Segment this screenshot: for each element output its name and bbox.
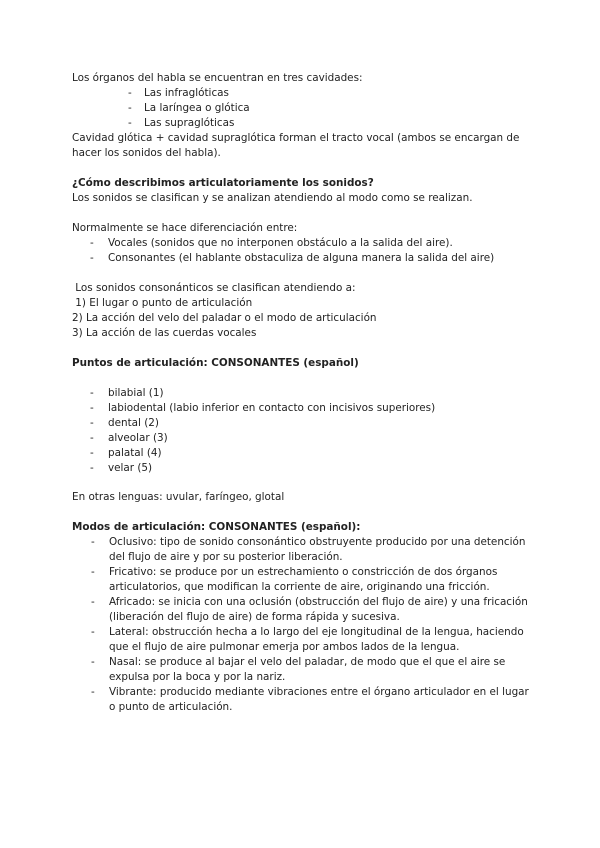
intro-line: Los órganos del habla se encuentran en tres cavidades: (72, 72, 363, 84)
points-list (72, 386, 532, 476)
list-item: - Nasal: se produce al bajar el velo del paladar, de modo que el que el aire se expulsa por la boca y por la nariz. (91, 656, 506, 683)
list-item: - Vocales (sonidos que no interponen obstáculo a la salida del aire). (90, 237, 453, 249)
list-item: - palatal (4) (90, 447, 162, 459)
points-section (72, 356, 532, 371)
list-item: - dental (2) (90, 417, 159, 429)
section-heading: Puntos de articulación: CONSONANTES (español) (72, 357, 359, 369)
list-item: - Fricativo: se produce por un estrechamiento o constricción de dos órganos articulatorios, que modifican la corriente de aire, originando una fricción. (91, 566, 498, 593)
classify-section (72, 281, 532, 341)
modes-section (72, 520, 532, 715)
list-item: - Lateral: obstrucción hecha a lo largo del eje longitudinal de la lengua, haciendo que el flujo de aire pulmonar emerja por ambos lados de la lengua. (91, 626, 524, 653)
list-item: - labiodental (labio inferior en contacto con incisivos superiores) (90, 402, 436, 414)
other-languages-text: En otras lenguas: uvular, faríngeo, glotal (72, 491, 285, 503)
describe-section (72, 176, 532, 206)
list-item: - Las supraglóticas (128, 117, 235, 129)
intro-section (72, 71, 532, 161)
list-item: - Africado: se inicia con una oclusión (obstrucción del flujo de aire) y una fricación (liberación del flujo de aire) de forma rápida y sucesiva. (91, 596, 528, 623)
other-languages (72, 490, 532, 505)
section-heading: ¿Cómo describimos articulatoriamente los sonidos? (72, 177, 374, 189)
list-item: 1) El lugar o punto de articulación (72, 297, 253, 309)
list-item: - Oclusivo: tipo de sonido consonántico obstruyente producido por una detención del flujo de aire y por su posterior liberación. (91, 536, 526, 563)
list-item: - alveolar (3) (90, 432, 168, 444)
list-item: 2) La acción del velo del paladar o el modo de articulación (72, 312, 377, 324)
list-item: - La laríngea o glótica (128, 102, 250, 114)
classify-line: Los sonidos consonánticos se clasifican atendiendo a: (72, 282, 356, 294)
section-text: Los sonidos se clasifican y se analizan atendiendo al modo como se realizan. (72, 192, 473, 204)
diff-line: Normalmente se hace diferenciación entre: (72, 222, 298, 234)
list-item: - Vibrante: producido mediante vibraciones entre el órgano articulador en el lugar o punto de articulación. (91, 686, 529, 713)
diff-section (72, 221, 532, 266)
list-item: - bilabial (1) (90, 387, 164, 399)
list-item: - Consonantes (el hablante obstaculiza de alguna manera la salida del aire) (90, 252, 495, 264)
list-item: 3) La acción de las cuerdas vocales (72, 327, 257, 339)
intro-paragraph: Cavidad glótica + cavidad supraglótica forman el tracto vocal (ambos se encargan de hacer los sonidos del habla). (72, 132, 520, 159)
list-item: - Las infraglóticas (128, 87, 229, 99)
list-item: - velar (5) (90, 462, 153, 474)
section-heading: Modos de articulación: CONSONANTES (español): (72, 521, 361, 533)
